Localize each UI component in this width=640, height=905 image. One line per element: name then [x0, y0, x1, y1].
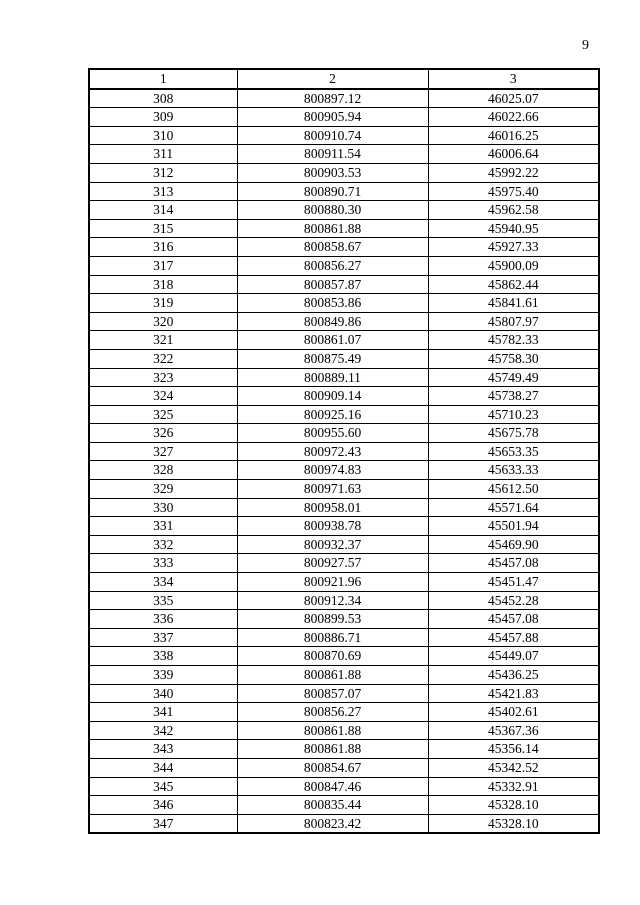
table-row [89, 405, 599, 424]
table-cell-col-3: 45612.50 [428, 480, 599, 499]
table-cell-col-1: 317 [89, 256, 237, 275]
table-cell-col-3: 45328.10 [428, 796, 599, 815]
table-cell-col-1: 325 [89, 405, 237, 424]
table-cell-col-1: 320 [89, 312, 237, 331]
table-cell-col-1: 337 [89, 628, 237, 647]
table-row [89, 368, 599, 387]
table-row [89, 628, 599, 647]
table-cell-col-3: 46006.64 [428, 145, 599, 164]
table-cell-col-2: 800899.53 [237, 610, 428, 629]
table-row [89, 163, 599, 182]
table-cell-col-2: 800955.60 [237, 424, 428, 443]
table-row [89, 740, 599, 759]
table-cell-col-1: 335 [89, 591, 237, 610]
table-cell-col-2: 800932.37 [237, 535, 428, 554]
table-cell-col-1: 332 [89, 535, 237, 554]
table-cell-col-2: 800875.49 [237, 349, 428, 368]
table-cell-col-2: 800849.86 [237, 312, 428, 331]
table-cell-col-3: 45782.33 [428, 331, 599, 350]
table-cell-col-2: 800974.83 [237, 461, 428, 480]
table-cell-col-3: 45710.23 [428, 405, 599, 424]
table-cell-col-3: 45807.97 [428, 312, 599, 331]
table-row [89, 275, 599, 294]
table-cell-col-3: 46016.25 [428, 126, 599, 145]
table-cell-col-2: 800857.07 [237, 684, 428, 703]
table-cell-col-2: 800857.87 [237, 275, 428, 294]
table-cell-col-2: 800921.96 [237, 573, 428, 592]
table-cell-col-3: 45436.25 [428, 666, 599, 685]
table-cell-col-1: 309 [89, 108, 237, 127]
table-row [89, 349, 599, 368]
table-row [89, 554, 599, 573]
table-cell-col-1: 346 [89, 796, 237, 815]
table-cell-col-1: 310 [89, 126, 237, 145]
table-cell-col-3: 45675.78 [428, 424, 599, 443]
table-row [89, 294, 599, 313]
table-row [89, 796, 599, 815]
table-cell-col-2: 800823.42 [237, 814, 428, 833]
table-cell-col-3: 45469.90 [428, 535, 599, 554]
table-cell-col-1: 315 [89, 219, 237, 238]
table-row [89, 573, 599, 592]
table-cell-col-1: 321 [89, 331, 237, 350]
table-cell-col-3: 45738.27 [428, 387, 599, 406]
table-cell-col-2: 800890.71 [237, 182, 428, 201]
table-row [89, 814, 599, 833]
table-row [89, 461, 599, 480]
table-cell-col-2: 800853.86 [237, 294, 428, 313]
table-cell-col-2: 800912.34 [237, 591, 428, 610]
table-cell-col-2: 800911.54 [237, 145, 428, 164]
table-cell-col-3: 46022.66 [428, 108, 599, 127]
table-cell-col-2: 800909.14 [237, 387, 428, 406]
table-cell-col-3: 45342.52 [428, 758, 599, 777]
table-cell-col-3: 45633.33 [428, 461, 599, 480]
table-cell-col-3: 45332.91 [428, 777, 599, 796]
table-cell-col-2: 800847.46 [237, 777, 428, 796]
table-row [89, 387, 599, 406]
table-cell-col-2: 800861.88 [237, 666, 428, 685]
table-cell-col-3: 45975.40 [428, 182, 599, 201]
table-cell-col-2: 800886.71 [237, 628, 428, 647]
table-cell-col-1: 343 [89, 740, 237, 759]
table-header [89, 69, 599, 89]
table-cell-col-3: 45457.08 [428, 610, 599, 629]
table-cell-col-2: 800870.69 [237, 647, 428, 666]
table-row [89, 498, 599, 517]
table-cell-col-3: 45402.61 [428, 703, 599, 722]
table-cell-col-3: 45962.58 [428, 201, 599, 220]
table-cell-col-1: 311 [89, 145, 237, 164]
table-cell-col-1: 344 [89, 758, 237, 777]
table-row [89, 256, 599, 275]
table-cell-col-1: 347 [89, 814, 237, 833]
table-cell-col-1: 340 [89, 684, 237, 703]
table-row [89, 535, 599, 554]
table-cell-col-3: 45749.49 [428, 368, 599, 387]
table-row [89, 647, 599, 666]
table-cell-col-1: 334 [89, 573, 237, 592]
table-row [89, 331, 599, 350]
table-cell-col-1: 326 [89, 424, 237, 443]
table-cell-col-1: 339 [89, 666, 237, 685]
table-cell-col-1: 314 [89, 201, 237, 220]
table-row [89, 777, 599, 796]
table-cell-col-1: 345 [89, 777, 237, 796]
table-cell-col-2: 800861.07 [237, 331, 428, 350]
table-cell-col-3: 45653.35 [428, 442, 599, 461]
table-cell-col-1: 331 [89, 517, 237, 536]
table-cell-col-2: 800880.30 [237, 201, 428, 220]
table-cell-col-2: 800971.63 [237, 480, 428, 499]
table-cell-col-2: 800958.01 [237, 498, 428, 517]
table-cell-col-1: 318 [89, 275, 237, 294]
table-cell-col-2: 800835.44 [237, 796, 428, 815]
header-row [89, 69, 599, 89]
table-cell-col-2: 800856.27 [237, 703, 428, 722]
table-body [89, 89, 599, 834]
table-row [89, 108, 599, 127]
table-row [89, 480, 599, 499]
table-cell-col-1: 319 [89, 294, 237, 313]
table-row [89, 201, 599, 220]
table-cell-col-2: 800856.27 [237, 256, 428, 275]
table-cell-col-3: 45927.33 [428, 238, 599, 257]
table-cell-col-1: 316 [89, 238, 237, 257]
table-cell-col-2: 800858.67 [237, 238, 428, 257]
column-header-2: 2 [237, 69, 428, 89]
table-cell-col-1: 324 [89, 387, 237, 406]
table-row [89, 591, 599, 610]
table-row [89, 312, 599, 331]
table-cell-col-2: 800861.88 [237, 219, 428, 238]
table-cell-col-1: 322 [89, 349, 237, 368]
table-cell-col-3: 45841.61 [428, 294, 599, 313]
table-cell-col-3: 45449.07 [428, 647, 599, 666]
table-row [89, 182, 599, 201]
table-cell-col-2: 800938.78 [237, 517, 428, 536]
table-row [89, 703, 599, 722]
table-cell-col-3: 45457.08 [428, 554, 599, 573]
table-row [89, 666, 599, 685]
table-cell-col-3: 45328.10 [428, 814, 599, 833]
table-cell-col-1: 330 [89, 498, 237, 517]
table-cell-col-3: 45900.09 [428, 256, 599, 275]
table-cell-col-3: 45862.44 [428, 275, 599, 294]
table-cell-col-2: 800854.67 [237, 758, 428, 777]
table-cell-col-1: 313 [89, 182, 237, 201]
table-cell-col-2: 800925.16 [237, 405, 428, 424]
table-cell-col-3: 46025.07 [428, 89, 599, 108]
table-cell-col-1: 323 [89, 368, 237, 387]
table-cell-col-1: 312 [89, 163, 237, 182]
table-cell-col-3: 45758.30 [428, 349, 599, 368]
table-cell-col-3: 45571.64 [428, 498, 599, 517]
table-cell-col-3: 45356.14 [428, 740, 599, 759]
table-cell-col-2: 800903.53 [237, 163, 428, 182]
table-row [89, 238, 599, 257]
table-row [89, 684, 599, 703]
table-row [89, 721, 599, 740]
table-cell-col-2: 800927.57 [237, 554, 428, 573]
table-row [89, 610, 599, 629]
table-row [89, 89, 599, 108]
table-cell-col-1: 341 [89, 703, 237, 722]
table-row [89, 126, 599, 145]
table-cell-col-1: 336 [89, 610, 237, 629]
table-cell-col-2: 800910.74 [237, 126, 428, 145]
table-row [89, 424, 599, 443]
table-cell-col-2: 800897.12 [237, 89, 428, 108]
table-cell-col-3: 45457.88 [428, 628, 599, 647]
table-row [89, 758, 599, 777]
table-cell-col-2: 800861.88 [237, 740, 428, 759]
table-row [89, 145, 599, 164]
column-header-3: 3 [428, 69, 599, 89]
table-cell-col-3: 45940.95 [428, 219, 599, 238]
table-cell-col-1: 338 [89, 647, 237, 666]
table-cell-col-1: 308 [89, 89, 237, 108]
table-row [89, 219, 599, 238]
table-row [89, 442, 599, 461]
table-cell-col-2: 800861.88 [237, 721, 428, 740]
table-cell-col-1: 327 [89, 442, 237, 461]
table-cell-col-3: 45421.83 [428, 684, 599, 703]
table-cell-col-2: 800889.11 [237, 368, 428, 387]
column-header-1: 1 [89, 69, 237, 89]
page-number: 9 [582, 38, 589, 53]
table-cell-col-3: 45452.28 [428, 591, 599, 610]
table-cell-col-2: 800905.94 [237, 108, 428, 127]
table-cell-col-3: 45992.22 [428, 163, 599, 182]
table-cell-col-3: 45367.36 [428, 721, 599, 740]
table-cell-col-1: 342 [89, 721, 237, 740]
table-row [89, 517, 599, 536]
coordinates-table [88, 68, 600, 834]
table-cell-col-1: 333 [89, 554, 237, 573]
table-cell-col-3: 45451.47 [428, 573, 599, 592]
table-cell-col-3: 45501.94 [428, 517, 599, 536]
table-cell-col-1: 329 [89, 480, 237, 499]
table-cell-col-2: 800972.43 [237, 442, 428, 461]
table-cell-col-1: 328 [89, 461, 237, 480]
